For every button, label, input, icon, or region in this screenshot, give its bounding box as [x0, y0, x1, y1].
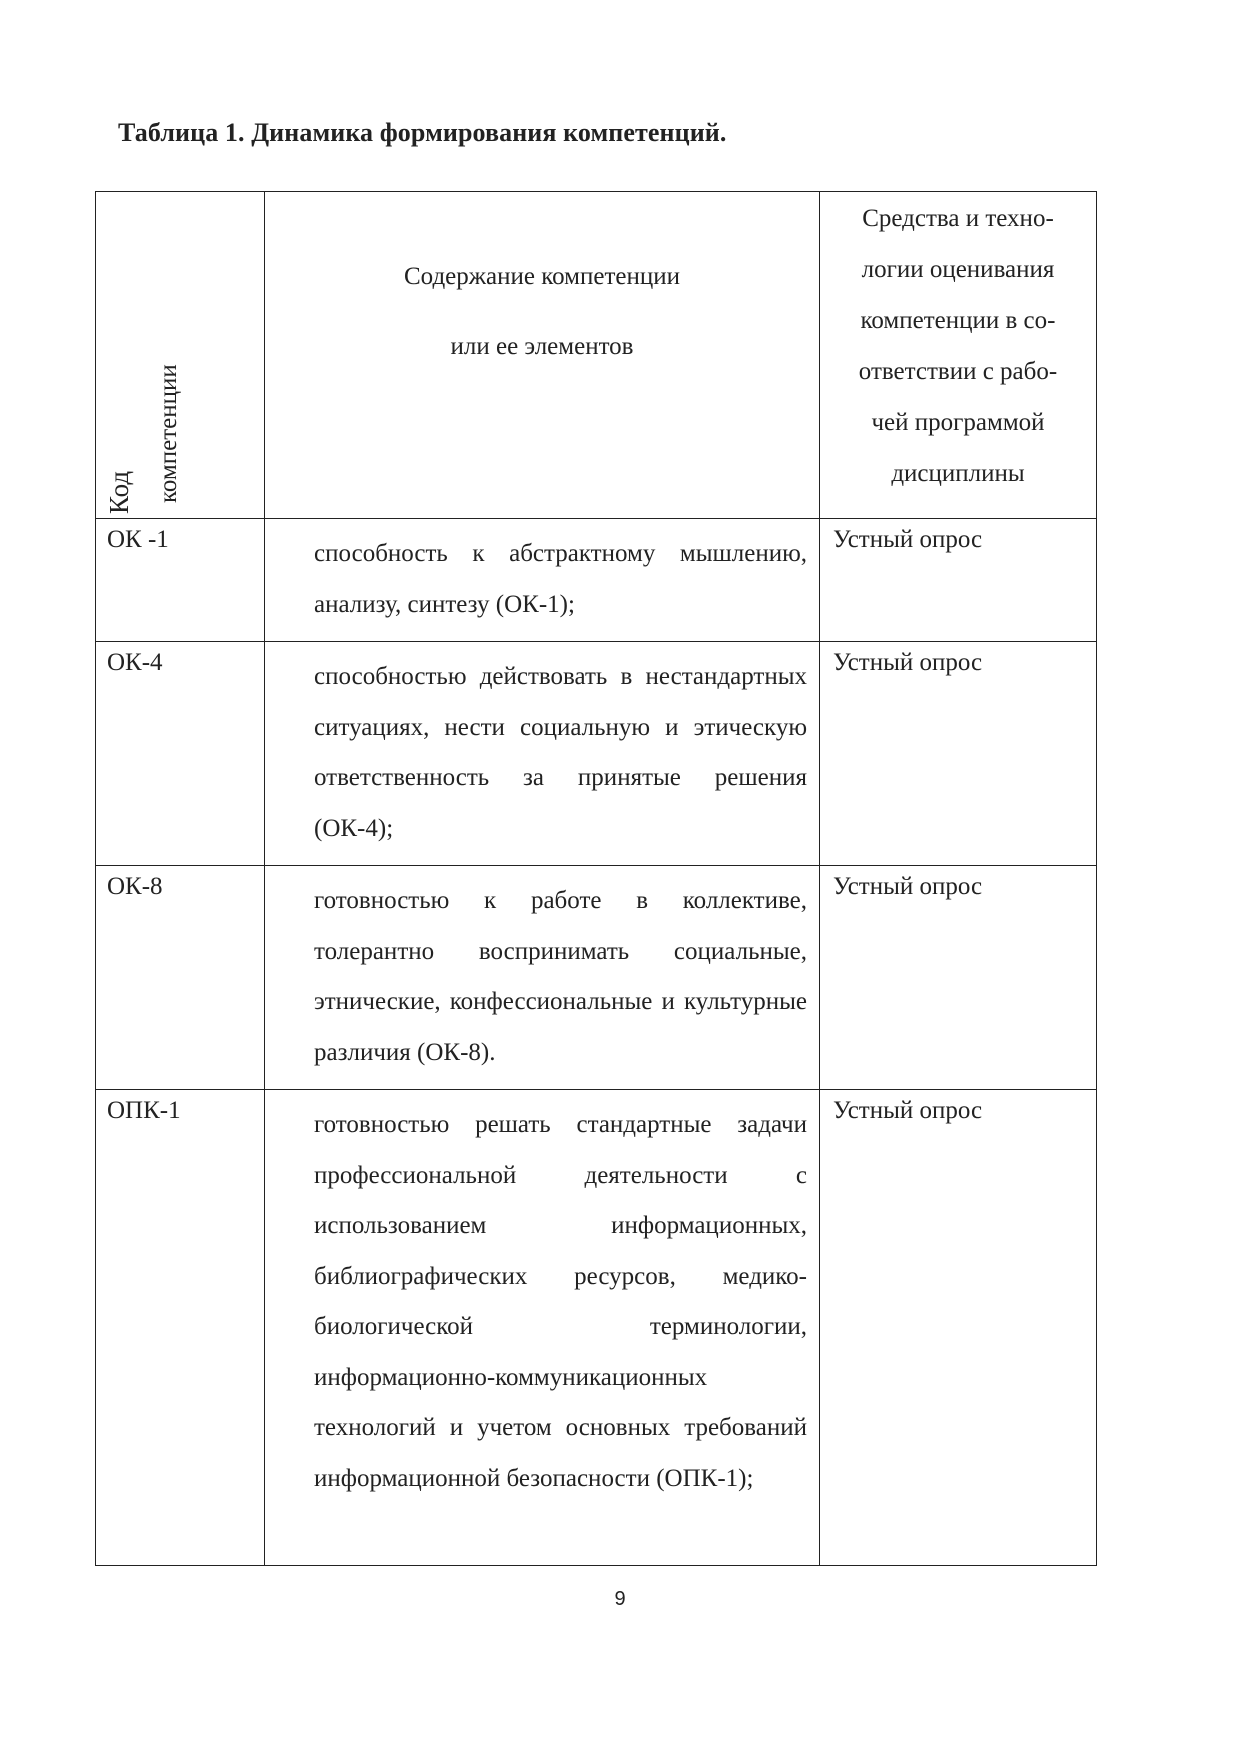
competency-code: ОК-4 [96, 642, 265, 866]
table-row [96, 519, 1097, 642]
competency-content: способность к абстрактному мышлению, анализу, синтезу (ОК-1); [265, 519, 820, 642]
assessment-tool: Устный опрос [820, 1090, 1097, 1566]
assessment-tool: Устный опрос [820, 866, 1097, 1090]
competencies-table [95, 191, 1097, 1566]
assessment-tool: Устный опрос [820, 519, 1097, 642]
header-tools-line: чей программой [871, 409, 1045, 436]
page-number: 9 [614, 1588, 626, 1610]
competency-code: ОК-8 [96, 866, 265, 1090]
competency-code: ОПК-1 [96, 1090, 265, 1566]
table-row [96, 642, 1097, 866]
header-content-line1: Содержание компетенции [404, 263, 680, 290]
header-code-cell [96, 192, 265, 519]
header-tools-cell [820, 192, 1097, 519]
header-tools-line: Средства и техно- [862, 205, 1054, 232]
header-code-line1: Код [104, 470, 134, 514]
header-content-line2: или ее элементов [450, 333, 634, 360]
table-title: Таблица 1. Динамика формирования компетенций. [118, 118, 727, 147]
header-tools-line: компетенции в со- [860, 307, 1056, 334]
competency-content: готовностью решать стандартные задачи профессиональной деятельности с использованием информационных, библиографических ресурсов, медико-биологической терминологии, информационно-коммуникационных технологий и учетом основных требований информационной безопасности (ОПК-1); [265, 1090, 820, 1566]
header-tools-line: логии оценивания [861, 256, 1055, 283]
competency-content: готовностью к работе в коллективе, толерантно воспринимать социальные, этнические, конфессиональные и культурные различия (ОК-8). [265, 866, 820, 1090]
table-row [96, 1090, 1097, 1566]
competency-code: ОК -1 [96, 519, 265, 642]
header-tools-line: дисциплины [891, 460, 1025, 487]
header-code-line2: компетенции [155, 364, 182, 503]
table-header-row [96, 192, 1097, 519]
header-tools-line: ответствии с рабо- [858, 358, 1058, 385]
assessment-tool: Устный опрос [820, 642, 1097, 866]
competency-content: способностью действовать в нестандартных ситуациях, нести социальную и этическую ответственность за принятые решения (ОК-4); [265, 642, 820, 866]
header-content-cell [265, 192, 820, 519]
table-row [96, 866, 1097, 1090]
